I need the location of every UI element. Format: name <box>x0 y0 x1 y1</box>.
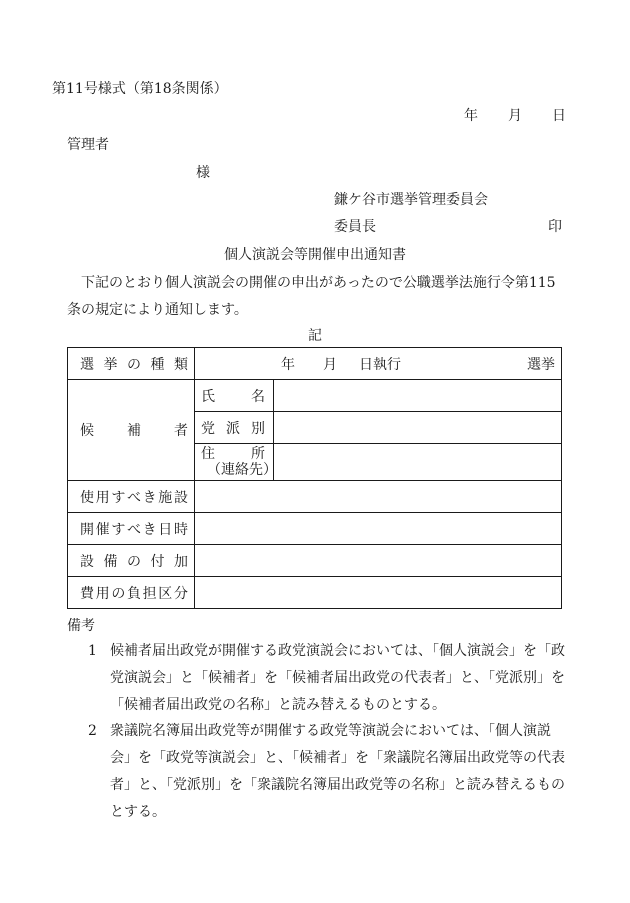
label-text: 党 派 別 <box>201 420 265 437</box>
address-sub-label: （連絡先） <box>207 462 277 478</box>
facility-field[interactable] <box>195 481 562 513</box>
equipment-label <box>68 545 195 577</box>
form-number: 第11号様式（第18条関係） <box>52 81 228 97</box>
candidate-label <box>68 380 195 481</box>
recipient: 管理者 <box>67 137 109 153</box>
facility-label <box>68 481 195 513</box>
election-type-value <box>195 348 562 380</box>
date-month: 月 <box>508 108 522 124</box>
label-text: 使 用 す べ き 施 設 <box>80 489 188 506</box>
date-line <box>464 105 566 125</box>
note-item-2 <box>88 718 566 826</box>
date-day: 日 <box>552 108 566 124</box>
name-label <box>195 380 274 412</box>
label-text: 費 用 の 負 担 区 分 <box>80 585 188 602</box>
election-type-label <box>68 348 195 380</box>
date-year: 年 <box>464 108 478 124</box>
note-text: 候補者届出政党が開催する政党演説会においては、「個人演説会」を「政党演説会」と「候補者」を「候補者届出政党の代表者」と、「党派別」を「候補者届出政党の名称」と読み替えるものとする。 <box>110 643 565 713</box>
table-row-datetime <box>68 513 562 545</box>
sender-org: 鎌ケ谷市選挙管理委員会 <box>334 192 488 208</box>
election-year: 年 <box>281 356 295 373</box>
label-text: 氏 名 <box>201 388 265 405</box>
note-text: 衆議院名簿届出政党等が開催する政党等演説会においては、「個人演説会」を「政党等演説会」と、「候補者」を「衆議院名簿届出政党等の代表者」と、「党派別」を「衆議院名簿届出政党等の名称」と読み替えるものとする。 <box>110 723 565 820</box>
label-text: 選 挙 の 種 類 <box>80 356 188 373</box>
party-field[interactable] <box>274 412 562 444</box>
label-text: 開 催 す べ き 日 時 <box>80 521 188 538</box>
ki-marker: 記 <box>308 328 322 344</box>
election-month: 月 <box>323 356 337 373</box>
election-day: 日執行 <box>359 356 401 373</box>
cost-label <box>68 577 195 609</box>
label-text: 候 補 者 <box>80 423 188 439</box>
seal-mark: 印 <box>548 219 562 235</box>
address-field[interactable] <box>274 444 562 481</box>
datetime-field[interactable] <box>195 513 562 545</box>
note-number: 1 <box>88 643 97 659</box>
notice-table <box>67 347 562 609</box>
equipment-field[interactable] <box>195 545 562 577</box>
table-row-cost <box>68 577 562 609</box>
party-label <box>195 412 274 444</box>
label-text: 住 所 <box>201 446 265 462</box>
label-text: 設 備 の 付 加 <box>80 553 188 570</box>
table-row-election <box>68 348 562 380</box>
name-field[interactable] <box>274 380 562 412</box>
note-item-1 <box>88 638 566 719</box>
sender-title: 委員長 <box>334 219 376 235</box>
address-label <box>195 444 277 481</box>
table-row-name <box>68 380 562 412</box>
datetime-label <box>68 513 195 545</box>
table-row-facility <box>68 481 562 513</box>
table-row-equipment <box>68 545 562 577</box>
notes-label: 備考 <box>67 618 95 634</box>
cost-field[interactable] <box>195 577 562 609</box>
honorific: 様 <box>196 165 210 181</box>
document-title: 個人演説会等開催申出通知書 <box>224 247 406 263</box>
document-body: 下記のとおり個人演説会の開催の申出があったので公職選挙法施行令第115条の規定により通知します。 <box>67 275 556 318</box>
election-suffix: 選挙 <box>527 356 555 373</box>
note-number: 2 <box>88 723 97 739</box>
